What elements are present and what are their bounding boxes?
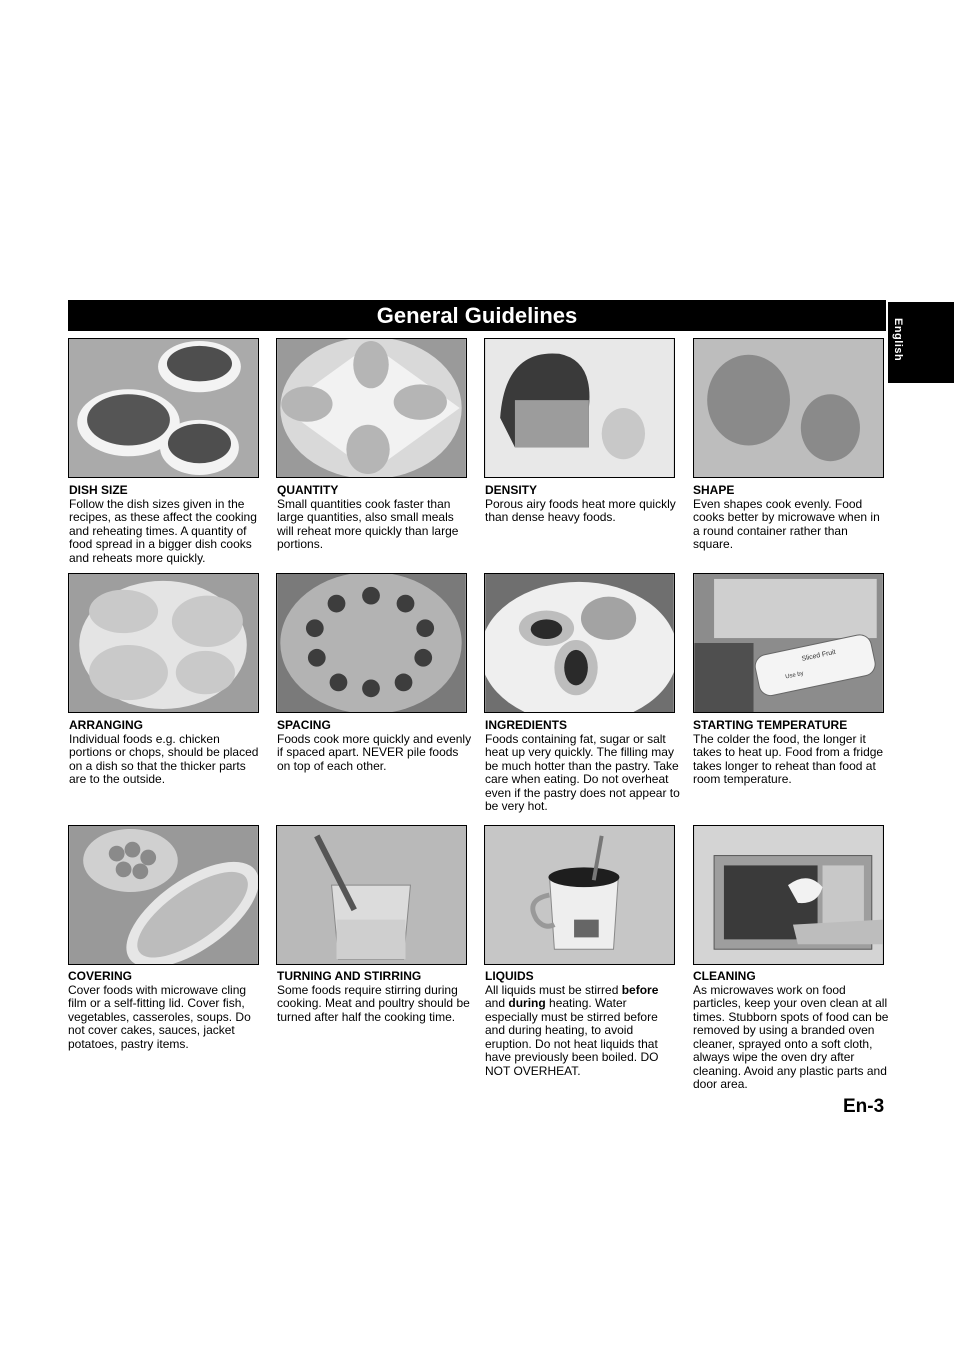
guideline-title: STARTING TEMPERATURE	[693, 718, 848, 732]
photo-dish-size	[68, 338, 259, 478]
guideline-body: Even shapes cook evenly. Food cooks better by microwave when in a round container rather than square.	[693, 496, 880, 551]
guideline-body: Small quantities cook faster than large quantities, also small meals will reheat more quickly than large portions.	[277, 496, 459, 551]
guideline-body: Foods containing fat, sugar or salt heat up very quickly. The filling may be much hotter than the pastry. Take care when eating. Do not overheat even if the pastry does not appear to be very hot.	[485, 731, 680, 813]
guideline-arranging	[69, 719, 265, 787]
liquids-body-emphasis-during: during	[508, 996, 546, 1010]
guideline-title: SPACING	[277, 718, 331, 732]
liquids-body-part-3: heating. Water especially must be stirred before and during heating, to avoid eruption. Do not heat liquids that have previously been boiled. DO NOT OVERHEAT.	[485, 996, 659, 1078]
guideline-body: The colder the food, the longer it takes to heat up. Food from a fridge takes longer to reheat than food at room temperature.	[693, 731, 884, 786]
guideline-spacing	[277, 719, 473, 773]
guideline-title: CLEANING	[693, 969, 756, 983]
page-number: En-3	[843, 1096, 885, 1117]
liquids-body-part-2: and	[485, 996, 509, 1010]
photo-density	[484, 338, 675, 478]
guideline-title: SHAPE	[693, 483, 735, 497]
guideline-body: Cover foods with microwave cling film or a self-fitting lid. Cover fish, vegetables, casseroles, soups. Do not cover cakes, sauces, jacket potatoes, pastry items.	[68, 982, 251, 1051]
guideline-title: COVERING	[68, 969, 133, 983]
guideline-body: Follow the dish sizes given in the recipes, as these affect the cooking and reheating times. A quantity of food spread in a bigger dish cooks and reheats more quickly.	[69, 496, 257, 565]
label-card-line2: Use by	[784, 670, 805, 681]
language-tab	[888, 302, 954, 383]
liquids-body-emphasis-before: before	[621, 982, 659, 997]
label-card-line1: Sliced Fruit	[801, 648, 837, 663]
guideline-title: QUANTITY	[277, 483, 339, 497]
photo-shape	[693, 338, 884, 478]
guideline-title: DISH SIZE	[69, 483, 128, 497]
guideline-body: Porous airy foods heat more quickly than dense heavy foods.	[485, 496, 676, 524]
guideline-title: DENSITY	[485, 483, 538, 497]
page-title: General Guidelines	[68, 300, 886, 331]
language-tab-label: English	[892, 318, 904, 362]
photo-cleaning	[693, 825, 884, 965]
guideline-title: INGREDIENTS	[485, 718, 568, 732]
guideline-density	[485, 484, 681, 525]
guideline-ingredients	[485, 719, 681, 814]
guideline-title: ARRANGING	[69, 718, 143, 732]
guideline-covering	[68, 970, 264, 1051]
guideline-body: Foods cook more quickly and evenly if spaced apart. NEVER pile foods on top of each other.	[277, 731, 472, 773]
photo-covering	[68, 825, 259, 965]
guideline-shape	[693, 484, 889, 552]
guideline-quantity	[277, 484, 473, 552]
photo-arranging	[68, 573, 259, 713]
guideline-liquids	[485, 970, 681, 1078]
guideline-turning-and-stirring	[277, 970, 473, 1024]
photo-spacing	[276, 573, 467, 713]
photo-liquids	[484, 825, 675, 965]
guideline-cleaning	[693, 970, 889, 1092]
guideline-body	[485, 984, 681, 1079]
guideline-title: LIQUIDS	[485, 969, 534, 983]
guideline-body: As microwaves work on food particles, keep your oven clean at all times. Stubborn spots of food can be removed by using a branded oven cleaner, sprayed onto a soft cloth, always wipe the oven dry after cleaning. Avoid any plastic parts and door area.	[693, 982, 889, 1091]
guideline-starting-temperature	[693, 719, 889, 787]
photo-ingredients	[484, 573, 675, 713]
liquids-body-part-1: All liquids must be stirred	[485, 982, 622, 997]
guideline-title: TURNING AND STIRRING	[277, 969, 422, 983]
guideline-body: Individual foods e.g. chicken portions or chops, should be placed on a dish so that the thicker parts are to the outside.	[69, 731, 259, 786]
photo-quantity	[276, 338, 467, 478]
photo-starting-temperature	[693, 573, 884, 713]
guideline-dish-size	[69, 484, 265, 565]
photo-turning-and-stirring	[276, 825, 467, 965]
guideline-body: Some foods require stirring during cooking. Meat and poultry should be turned after half the cooking time.	[277, 982, 470, 1024]
